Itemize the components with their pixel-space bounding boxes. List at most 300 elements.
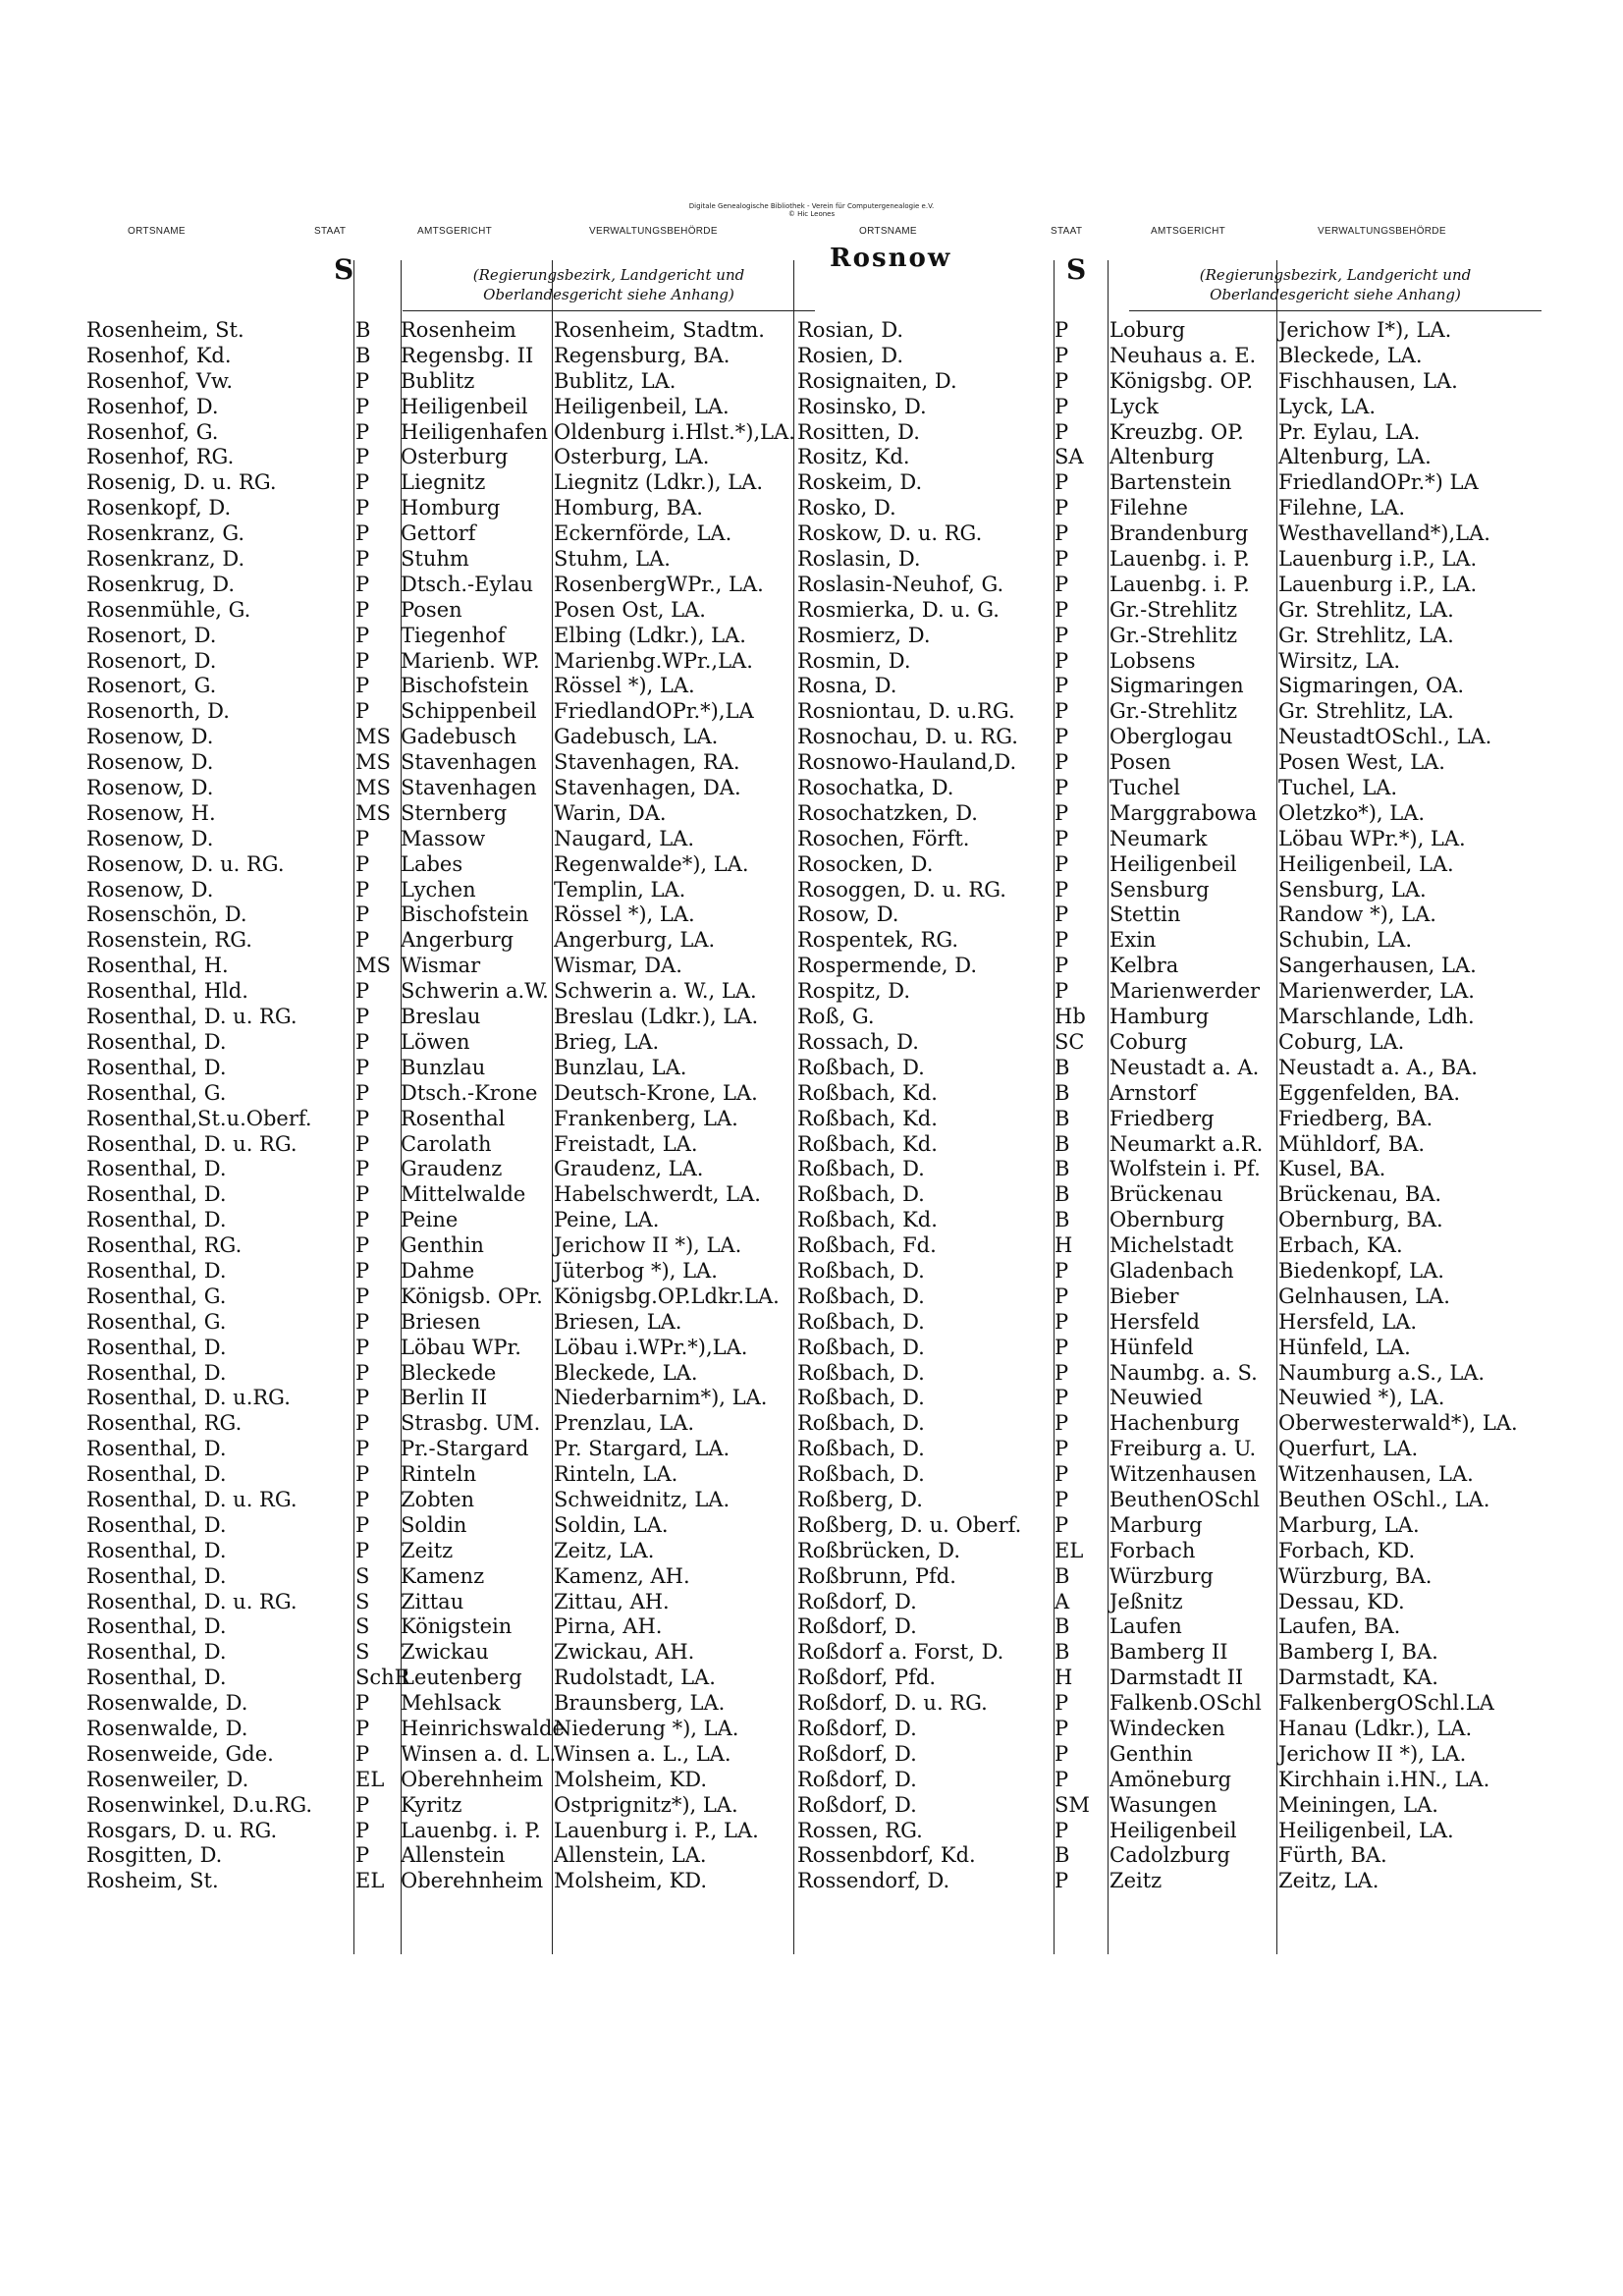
cell-ort: Rosenthal, D. u. RG. (86, 1131, 298, 1156)
cell-staat: P (1055, 597, 1069, 622)
header-verwaltung-left: VERWALTUNGSBEHÖRDE (589, 226, 718, 237)
cell-staat: P (355, 1157, 370, 1181)
cell-verw: Gr. Strehlitz, LA. (1278, 597, 1454, 622)
table-row (86, 1690, 803, 1716)
cell-verw: Rössel *), LA. (554, 674, 695, 698)
table-row (86, 749, 803, 775)
cell-amt: Oberehnheim (401, 1767, 544, 1791)
cell-verw: FriedlandOPr.*),LA (554, 699, 754, 724)
cell-staat: P (355, 419, 370, 444)
cell-staat: S (355, 1563, 370, 1588)
cell-staat: P (355, 597, 370, 622)
table-row (797, 1207, 1514, 1232)
cell-staat: P (355, 1284, 370, 1308)
cell-staat: P (1055, 699, 1069, 724)
table-row (797, 1818, 1514, 1843)
cell-staat: P (355, 547, 370, 572)
cell-verw: Fürth, BA. (1278, 1843, 1387, 1868)
cell-verw: Marschlande, Ldh. (1278, 1005, 1475, 1029)
cell-verw: Heiligenbeil, LA. (1278, 1818, 1454, 1842)
cell-ort: Rosenhof, Vw. (86, 368, 234, 393)
cell-ort: Rossenbdorf, Kd. (797, 1843, 976, 1868)
cell-ort: Rossen, RG. (797, 1818, 923, 1842)
cell-verw: Brückenau, BA. (1278, 1182, 1442, 1207)
cell-ort: Rossach, D. (797, 1029, 919, 1054)
cell-verw: Osterburg, LA. (554, 445, 710, 469)
table-row (86, 1207, 803, 1232)
cell-staat: P (355, 902, 370, 927)
table-row (86, 572, 803, 597)
table-row (86, 698, 803, 724)
table-row (86, 851, 803, 877)
cell-amt: Gladenbach (1109, 1258, 1234, 1283)
masthead-keyword: Rosnow (830, 244, 952, 273)
table-row (86, 826, 803, 851)
table-row (86, 724, 803, 749)
digitization-credit (0, 202, 1623, 218)
table-row (86, 1639, 803, 1665)
cell-verw: Molsheim, KD. (554, 1869, 708, 1893)
cell-amt: Massow (401, 826, 486, 850)
cell-ort: Roslasin, D. (797, 547, 921, 572)
cell-ort: Rosenhof, D. (86, 394, 219, 418)
table-row (797, 444, 1514, 469)
cell-staat: P (355, 699, 370, 724)
cell-staat: P (355, 445, 370, 469)
cell-verw: Regenwalde*), LA. (554, 851, 749, 876)
table-row (797, 1436, 1514, 1461)
cell-ort: Rosenhof, RG. (86, 445, 235, 469)
cell-staat: P (1055, 1386, 1069, 1410)
cell-verw: Eckernförde, LA. (554, 521, 732, 546)
cell-staat: P (1055, 1284, 1069, 1308)
cell-verw: Bamberg I, BA. (1278, 1640, 1438, 1665)
cell-verw: Wismar, DA. (554, 954, 682, 978)
table-row (86, 394, 803, 419)
cell-ort: Roßbach, D. (797, 1258, 925, 1283)
table-row (86, 1665, 803, 1690)
cell-verw: Jerichow II *), LA. (554, 1233, 742, 1258)
cell-ort: Rossendorf, D. (797, 1869, 950, 1893)
cell-amt: Obernburg (1109, 1208, 1225, 1232)
cell-staat: P (355, 1538, 370, 1562)
cell-verw: Brieg, LA. (554, 1029, 660, 1054)
cell-verw: Stavenhagen, DA. (554, 776, 741, 800)
table-row (797, 749, 1514, 775)
cell-staat: P (355, 1843, 370, 1868)
cell-verw: Niederung *), LA. (554, 1716, 739, 1740)
cell-amt: Gr.-Strehlitz (1109, 597, 1238, 622)
cell-verw: FalkenbergOSchl.LA (1278, 1691, 1494, 1716)
cell-verw: Westhavelland*),LA. (1278, 521, 1490, 546)
cell-amt: Sigmaringen (1109, 674, 1244, 698)
cell-verw: Marienwerder, LA. (1278, 979, 1475, 1004)
cell-staat: P (355, 1131, 370, 1156)
table-row (86, 800, 803, 826)
table-row (797, 1004, 1514, 1029)
cell-ort: Roßbach, Kd. (797, 1106, 938, 1130)
cell-amt: Posen (1109, 750, 1171, 775)
cell-verw: Obernburg, BA. (1278, 1208, 1443, 1232)
cell-ort: Roß, G. (797, 1005, 875, 1029)
table-row (797, 1792, 1514, 1818)
cell-amt: Winsen a. d. L. (401, 1741, 557, 1766)
cell-verw: Graudenz, LA. (554, 1157, 704, 1181)
cell-staat: B (355, 318, 371, 342)
cell-ort: Rosocken, D. (797, 851, 934, 876)
table-row (86, 1080, 803, 1106)
cell-amt: Rinteln (401, 1462, 477, 1487)
cell-verw: Habelschwerdt, LA. (554, 1182, 761, 1207)
table-row (797, 394, 1514, 419)
table-row (797, 469, 1514, 495)
cell-verw: Briesen, LA. (554, 1309, 682, 1334)
table-row (797, 1232, 1514, 1258)
cell-verw: Wirsitz, LA. (1278, 648, 1401, 673)
cell-ort: Roßbach, Kd. (797, 1208, 938, 1232)
cell-verw: Gr. Strehlitz, LA. (1278, 623, 1454, 647)
cell-ort: Roßdorf, Pfd. (797, 1666, 937, 1690)
cell-amt: Laufen (1109, 1614, 1182, 1639)
table-row (86, 1589, 803, 1614)
cell-staat: EL (355, 1869, 385, 1893)
cell-amt: Forbach (1109, 1538, 1196, 1562)
cell-ort: Rosenthal, RG. (86, 1411, 243, 1436)
cell-amt: Marburg (1109, 1512, 1203, 1537)
cell-verw: Oletzko*), LA. (1278, 800, 1426, 825)
cell-staat: P (355, 496, 370, 520)
cell-verw: Kusel, BA. (1278, 1157, 1386, 1181)
cell-staat: P (355, 1716, 370, 1740)
cell-amt: Peine (401, 1208, 459, 1232)
cell-verw: Liegnitz (Ldkr.), LA. (554, 470, 763, 495)
cell-staat: B (1055, 1843, 1070, 1868)
cell-verw: Naugard, LA. (554, 826, 695, 850)
cell-ort: Roßbach, Kd. (797, 1131, 938, 1156)
cell-ort: Roßbach, D. (797, 1284, 925, 1308)
cell-amt: Windecken (1109, 1716, 1225, 1740)
cell-staat: P (1055, 1437, 1069, 1461)
cell-staat: P (355, 1411, 370, 1436)
table-row (797, 1538, 1514, 1563)
cell-staat: P (1055, 1360, 1069, 1385)
cell-amt: Berlin II (401, 1386, 488, 1410)
cell-verw: Meiningen, LA. (1278, 1792, 1438, 1817)
cell-ort: Roskeim, D. (797, 470, 923, 495)
cell-staat: MS (355, 750, 391, 775)
cell-ort: Rosenthal, D. (86, 1666, 227, 1690)
cell-verw: Allenstein, LA. (554, 1843, 707, 1868)
cell-staat: P (355, 1106, 370, 1130)
cell-amt: Liegnitz (401, 470, 486, 495)
cell-ort: Rosien, D. (797, 343, 904, 367)
cell-ort: Rosenig, D. u. RG. (86, 470, 277, 495)
cell-staat: P (1055, 496, 1069, 520)
cell-amt: Wismar (401, 954, 481, 978)
cell-staat: P (355, 928, 370, 953)
cell-verw: Rössel *), LA. (554, 902, 695, 927)
table-row (797, 1741, 1514, 1767)
table-row (797, 1080, 1514, 1106)
cell-ort: Rosenthal, D. u. RG. (86, 1005, 298, 1029)
cell-amt: Bleckede (401, 1360, 497, 1385)
cell-ort: Rosenort, D. (86, 623, 217, 647)
cell-amt: Bunzlau (401, 1055, 486, 1079)
cell-amt: Breslau (401, 1005, 481, 1029)
cell-verw: Löbau i.WPr.*),LA. (554, 1335, 748, 1359)
table-row (797, 698, 1514, 724)
cell-ort: Rospitz, D. (797, 979, 911, 1004)
table-row (86, 978, 803, 1004)
cell-staat: P (1055, 572, 1069, 596)
cell-staat: P (1055, 902, 1069, 927)
cell-verw: Schweidnitz, LA. (554, 1487, 730, 1511)
cell-verw: Bunzlau, LA. (554, 1055, 687, 1079)
cell-ort: Rosenthal, RG. (86, 1233, 243, 1258)
cell-amt: Lychen (401, 877, 476, 902)
table-row (797, 1716, 1514, 1741)
cell-amt: Witzenhausen (1109, 1462, 1257, 1487)
cell-ort: Rosenkranz, D. (86, 547, 245, 572)
cell-staat: P (355, 1080, 370, 1105)
cell-ort: Rosenow, D. (86, 776, 214, 800)
cell-amt: Briesen (401, 1309, 481, 1334)
cell-verw: NeustadtOSchl., LA. (1278, 725, 1492, 749)
credit-line-1: Digitale Genealogische Bibliothek - Verein für Computergenealogie e.V. (688, 202, 935, 210)
cell-staat: P (355, 1055, 370, 1079)
cell-verw: Königsbg.OP.Ldkr.LA. (554, 1284, 780, 1308)
cell-ort: Rosenhof, Kd. (86, 343, 232, 367)
cell-amt: Gr.-Strehlitz (1109, 699, 1238, 724)
table-row (797, 1690, 1514, 1716)
cell-staat: P (355, 1335, 370, 1359)
cell-ort: Rosenow, D. (86, 725, 214, 749)
table-row (797, 673, 1514, 698)
cell-amt: Homburg (401, 496, 501, 520)
table-row (797, 877, 1514, 902)
cell-amt: Neustadt a. A. (1109, 1055, 1260, 1079)
cell-ort: Rosenweiler, D. (86, 1767, 249, 1791)
cell-ort: Roßbach, D. (797, 1055, 925, 1079)
table-row (797, 953, 1514, 978)
cell-verw: Stuhm, LA. (554, 547, 671, 572)
cell-verw: Beuthen OSchl., LA. (1278, 1487, 1490, 1511)
cell-amt: Mittelwalde (401, 1182, 526, 1207)
cell-ort: Rosenthal, G. (86, 1080, 227, 1105)
table-row (797, 572, 1514, 597)
table-row (797, 648, 1514, 674)
cell-ort: Rosenthal, D. (86, 1182, 227, 1207)
cell-amt: Würzburg (1109, 1563, 1214, 1588)
table-row (797, 902, 1514, 927)
cell-staat: P (355, 1029, 370, 1054)
cell-verw: Sigmaringen, OA. (1278, 674, 1465, 698)
cell-ort: Roßbrunn, Pfd. (797, 1563, 956, 1588)
cell-ort: Rosochen, Förft. (797, 826, 970, 850)
cell-amt: Heiligenbeil (401, 394, 528, 418)
cell-staat: P (355, 826, 370, 850)
table-row (797, 1589, 1514, 1614)
table-row (86, 1818, 803, 1843)
cell-staat: B (1055, 1614, 1070, 1639)
cell-ort: Rosenthal, D. (86, 1640, 227, 1665)
table-row (86, 444, 803, 469)
cell-amt: Dahme (401, 1258, 475, 1283)
cell-ort: Roßdorf, D. (797, 1716, 917, 1740)
cell-amt: Brückenau (1109, 1182, 1223, 1207)
cell-ort: Rosenthal, D. (86, 1538, 227, 1562)
cell-verw: Jüterbog *), LA. (554, 1258, 718, 1283)
cell-amt: Genthin (401, 1233, 484, 1258)
cell-verw: RosenbergWPr., LA. (554, 572, 764, 596)
cell-ort: Rosenort, G. (86, 674, 217, 698)
table-row (797, 1512, 1514, 1538)
table-row (86, 1156, 803, 1181)
cell-amt: Marienwerder (1109, 979, 1261, 1004)
cell-staat: P (355, 851, 370, 876)
table-row (86, 1436, 803, 1461)
cell-ort: Rosmin, D. (797, 648, 911, 673)
cell-staat: P (355, 674, 370, 698)
cell-staat: P (355, 1487, 370, 1511)
header-rule-left (403, 310, 815, 311)
cell-verw: Schwerin a. W., LA. (554, 979, 757, 1004)
cell-staat: MS (355, 725, 391, 749)
cell-ort: Rosenschön, D. (86, 902, 247, 927)
cell-amt: Altenburg (1109, 445, 1215, 469)
cell-verw: Gelnhausen, LA. (1278, 1284, 1450, 1308)
cell-verw: Querfurt, LA. (1278, 1437, 1419, 1461)
cell-staat: B (1055, 1080, 1070, 1105)
table-row (797, 546, 1514, 572)
cell-staat: P (355, 470, 370, 495)
cell-verw: Forbach, KD. (1278, 1538, 1416, 1562)
table-row (86, 623, 803, 648)
cell-amt: Löwen (401, 1029, 470, 1054)
cell-staat: B (1055, 1055, 1070, 1079)
cell-verw: Zeitz, LA. (1278, 1869, 1380, 1893)
cell-staat: Hb (1055, 1005, 1086, 1029)
cell-staat: B (1055, 1208, 1070, 1232)
cell-ort: Roßbach, D. (797, 1411, 925, 1436)
table-row (86, 1563, 803, 1589)
table-row (797, 1029, 1514, 1055)
cell-staat: P (1055, 1869, 1069, 1893)
note-line-2: Oberlandesgericht siehe Anhang) (1210, 286, 1461, 303)
cell-amt: Stavenhagen (401, 750, 537, 775)
cell-staat: P (1055, 750, 1069, 775)
cell-verw: Bleckede, LA. (1278, 343, 1423, 367)
cell-ort: Rosenthal, D. (86, 1335, 227, 1359)
header-rule-right (1129, 310, 1542, 311)
table-row (86, 1258, 803, 1284)
cell-amt: Sternberg (401, 800, 508, 825)
cell-amt: Hachenburg (1109, 1411, 1240, 1436)
cell-ort: Roßbach, D. (797, 1335, 925, 1359)
cell-amt: Tuchel (1109, 776, 1180, 800)
cell-staat: B (1055, 1131, 1070, 1156)
cell-staat: S (355, 1640, 370, 1665)
cell-staat: P (1055, 318, 1069, 342)
table-row (797, 1258, 1514, 1284)
cell-ort: Roslasin-Neuhof, G. (797, 572, 1004, 596)
cell-amt: Stettin (1109, 902, 1181, 927)
cell-verw: Kamenz, AH. (554, 1563, 690, 1588)
cell-verw: Regensburg, BA. (554, 343, 730, 367)
cell-staat: P (355, 1818, 370, 1842)
cell-amt: Stavenhagen (401, 776, 537, 800)
cell-amt: Posen (401, 597, 462, 622)
cell-verw: Jerichow II *), LA. (1278, 1741, 1467, 1766)
cell-amt: Zeitz (1109, 1869, 1163, 1893)
cell-amt: Heiligenhafen (401, 419, 549, 444)
cell-staat: H (1055, 1233, 1073, 1258)
cell-verw: Marburg, LA. (1278, 1512, 1420, 1537)
cell-verw: Mühldorf, BA. (1278, 1131, 1426, 1156)
table-row (86, 927, 803, 953)
table-row (86, 469, 803, 495)
cell-verw: Winsen a. L., LA. (554, 1741, 731, 1766)
cell-verw: Laufen, BA. (1278, 1614, 1401, 1639)
cell-staat: SchR (355, 1666, 410, 1690)
cell-staat: P (355, 1005, 370, 1029)
cell-amt: Darmstadt II (1109, 1666, 1244, 1690)
cell-verw: Hünfeld, LA. (1278, 1335, 1411, 1359)
table-row (86, 317, 803, 343)
left-column-table (86, 317, 803, 1893)
cell-staat: P (1055, 1411, 1069, 1436)
cell-verw: Pr. Eylau, LA. (1278, 419, 1421, 444)
cell-staat: S (355, 1589, 370, 1613)
cell-ort: Rositz, Kd. (797, 445, 910, 469)
cell-ort: Rosenstein, RG. (86, 928, 252, 953)
cell-amt: Hünfeld (1109, 1335, 1194, 1359)
cell-verw: Erbach, KA. (1278, 1233, 1403, 1258)
cell-amt: Bieber (1109, 1284, 1179, 1308)
cell-ort: Rosenthal, D. (86, 1029, 227, 1054)
cell-verw: Deutsch-Krone, LA. (554, 1080, 758, 1105)
table-row (797, 1563, 1514, 1589)
cell-staat: B (1055, 1563, 1070, 1588)
cell-staat: P (355, 1258, 370, 1283)
cell-ort: Rosenthal, D. (86, 1462, 227, 1487)
cell-ort: Rosenthal, D. (86, 1614, 227, 1639)
table-row (797, 927, 1514, 953)
table-row (86, 1232, 803, 1258)
cell-amt: Neumark (1109, 826, 1208, 850)
table-row (86, 1487, 803, 1512)
table-row (86, 419, 803, 445)
cell-staat: P (1055, 800, 1069, 825)
cell-amt: Zobten (401, 1487, 475, 1511)
cell-amt: Lauenbg. i. P. (1109, 572, 1250, 596)
cell-verw: Bleckede, LA. (554, 1360, 698, 1385)
table-row (797, 1385, 1514, 1410)
cell-verw: Molsheim, KD. (554, 1767, 708, 1791)
cell-staat: P (1055, 674, 1069, 698)
table-row (86, 1741, 803, 1767)
table-row (86, 1181, 803, 1207)
staat-glyph-right: S (1066, 253, 1087, 286)
cell-verw: Heiligenbeil, LA. (554, 394, 730, 418)
cell-amt: Graudenz (401, 1157, 503, 1181)
cell-ort: Rosgitten, D. (86, 1843, 223, 1868)
cell-ort: Rosow, D. (797, 902, 899, 927)
table-row (86, 546, 803, 572)
header-staat-right: STAAT (1051, 226, 1083, 237)
cell-ort: Rosenthal, G. (86, 1309, 227, 1334)
cell-verw: Freistadt, LA. (554, 1131, 698, 1156)
